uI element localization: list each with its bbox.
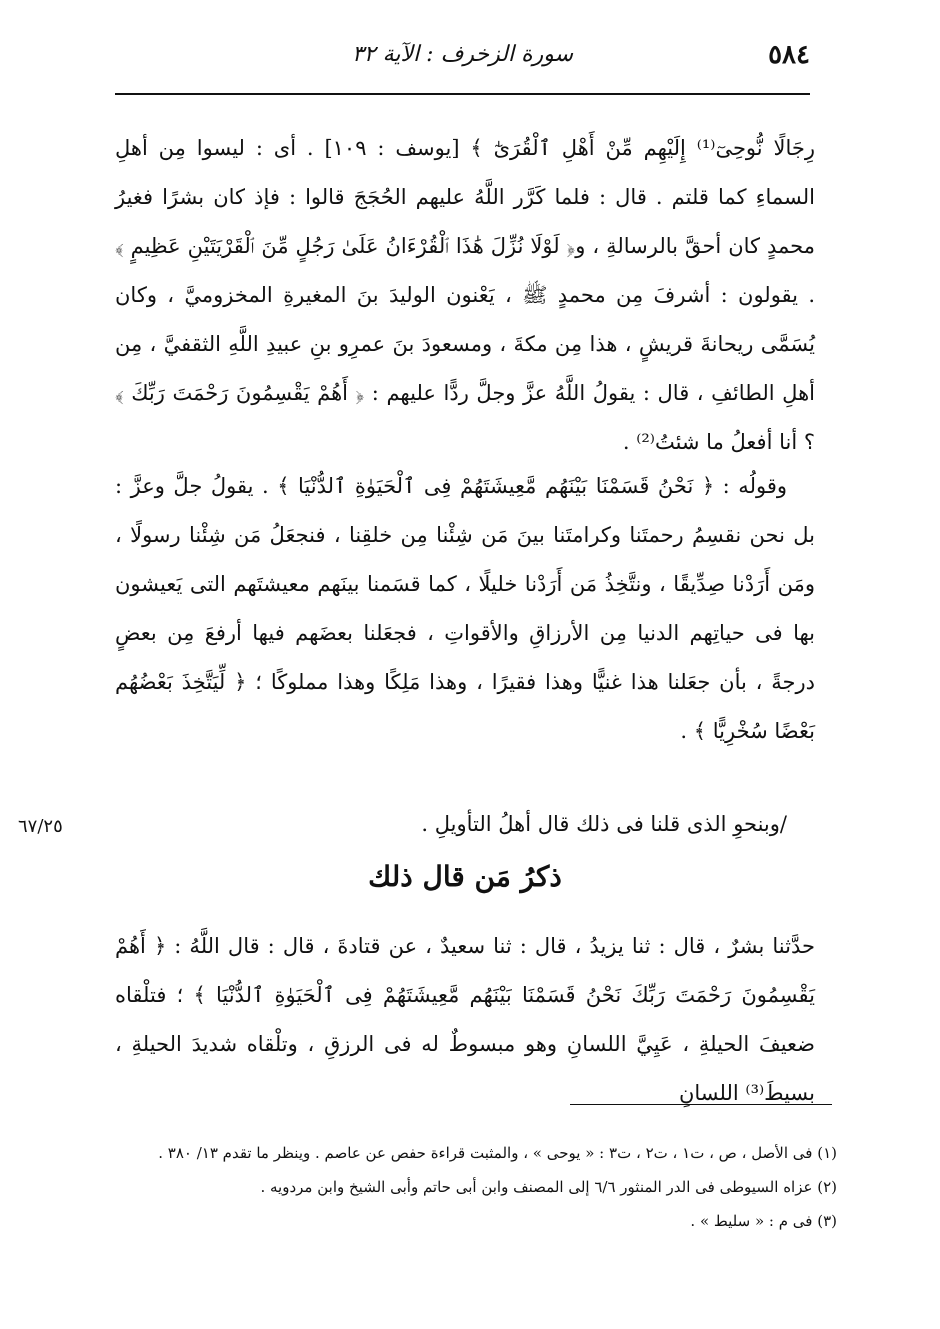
text-block-1 [115, 124, 815, 467]
paragraph-transition: /وبنحوِ الذى قلنا فى ذلك قال أهلُ التأويلِ . [421, 812, 787, 836]
header-rule [115, 93, 810, 95]
footnote-2: (٢) عزاه السيوطى فى الدر المنثور ٦/٦ إلى المصنف وابن أبى حاتم وأبى الشيخ وابن مردويه . [260, 1178, 837, 1196]
running-title: سورة الزخرف : الآية ٣٢ [351, 42, 574, 67]
text-block-4 [115, 922, 815, 1118]
paragraph-commentary: وقولُه : ﴿ نَحْنُ قَسَمْنَا بَيْنَهُم مَّعِيشَتَهُمْ فِى ٱلْحَيَوٰةِ ٱلدُّنْيَا ﴾ . يقولُ جلَّ وعزَّ : بل نحن نقسِمُ رحمتَنا وكرامتَنا بينَ مَن شِئْنا مِن خلقِنا ، فنجعَلُ مَن شِئْنا رسولًا ، ومَن أَرَدْنا صِدِّيقًا ، ونتَّخِذُ مَن أَرَدْنا خليلًا ، كما قسَمنا بينَهم معيشتَهم التى يَعيشون بها فى حياتِهم الدنيا مِن الأرزاقِ والأقواتِ ، فجعَلنا بعضَهم فيها أرفعَ مِن بعضٍ درجةً ، بأن جعَلنا هذا غنيًّا وهذا فقيرًا ، وهذا مَلِكًا وهذا مملوكًا ؛ ﴿ لِّيَتَّخِذَ بَعْضُهُم بَعْضًا سُخْرِيًّا ﴾ . [115, 474, 815, 743]
text-block-3 [115, 800, 815, 849]
margin-reference: ٦٧/٢٥ [18, 816, 63, 837]
footnotes [115, 1136, 837, 1238]
text-block-2 [115, 462, 815, 756]
footnote-3: (٣) فى م : « سليط » . [690, 1212, 837, 1230]
section-heading: ذكرُ مَن قال ذلك [368, 860, 562, 893]
footnote-1: (١) فى الأصل ، ص ، ت١ ، ت٢ ، ت٣ : « يوحى » ، والمثبت قراءة حفص عن عاصم . وينظر ما تقدم ١٣/ ٣٨٠ . [158, 1144, 837, 1162]
page-number: ٥٨٤ [768, 40, 810, 70]
paragraph-continuation: رِجَالًا نُّوحِىٓ⁽¹⁾ إِلَيْهِم مِّنْ أَهْلِ ٱلْقُرَىٰٓ ﴾ [يوسف : ١٠٩] . أى : ليسوا مِن أهلِ السماءِ كما قلتم . قال : فلما كَرَّر اللَّهُ عليهم الحُجَجَ قالوا : فإذ كان بشرًا فغيرُ محمدٍ كان أحقَّ بالرسالةِ ، و﴿ لَوْلَا نُزِّلَ هَٰذَا ٱلْقُرْءَانُ عَلَىٰ رَجُلٍ مِّنَ ٱلْقَرْيَتَيْنِ عَظِيمٍ ﴾ . يقولون : أشرفَ مِن محمدٍ ﷺ ، يَعْنون الوليدَ بنَ المغيرةِ المخزوميَّ ، وكان يُسَمَّى ريحانةَ قريشٍ ، هذا مِن مكةَ ، ومسعودَ بنَ عمرِو بنِ عبيدِ اللَّهِ الثقفيَّ ، مِن أهلِ الطائفِ ، قال : يقولُ اللَّهُ عزَّ وجلَّ ردًّا عليهم : ﴿ أَهُمْ يَقْسِمُونَ رَحْمَتَ رَبِّكَ ﴾ ؟ أنا أفعلُ ما شئتُ⁽²⁾ . [115, 136, 815, 454]
page-header [115, 38, 810, 78]
paragraph-narration: حدَّثنا بشرٌ ، قال : ثنا يزيدُ ، قال : ثنا سعيدٌ ، عن قتادةَ ، قال : قال اللَّهُ : ﴿ أَهُمْ يَقْسِمُونَ رَحْمَتَ رَبِّكَ نَحْنُ قَسَمْنَا بَيْنَهُم مَّعِيشَتَهُمْ فِى ٱلْحَيَوٰةِ ٱلدُّنْيَا ﴾ ؛ فتلْقاه ضعيفَ الحيلةِ ، عَيِيَّ اللسانِ وهو مبسوطٌ له فى الرزقِ ، وتلْقاه شديدَ الحيلةِ ، بسيطَ⁽³⁾ اللسانِ [115, 934, 815, 1105]
footnote-rule [570, 1104, 832, 1105]
